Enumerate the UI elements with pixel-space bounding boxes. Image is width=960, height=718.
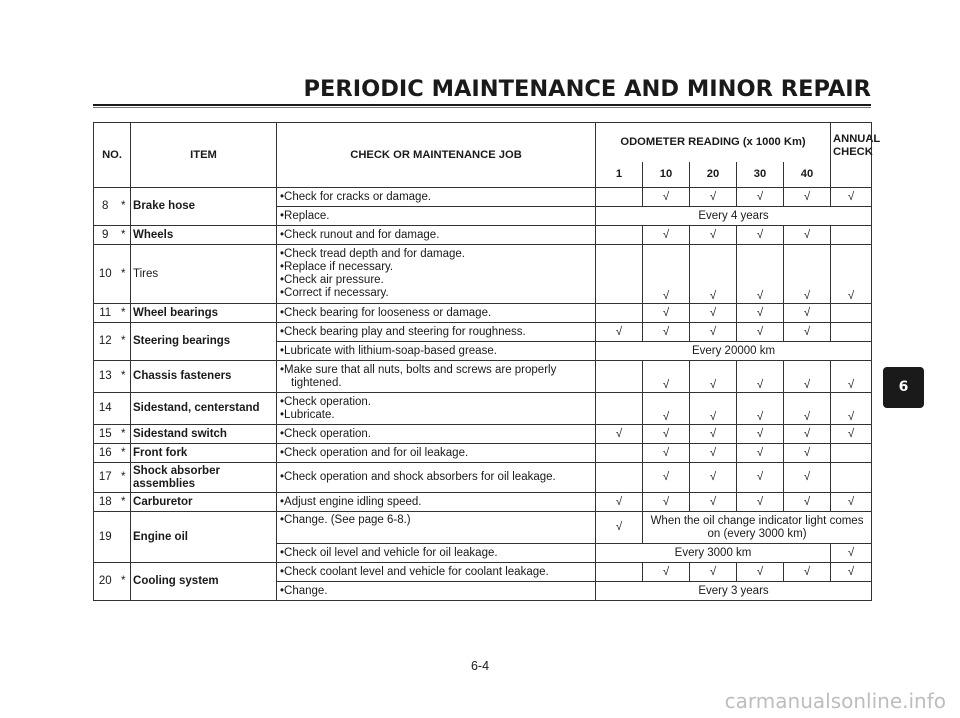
interval-text: Every 20000 km bbox=[596, 342, 872, 361]
row-number: 20 bbox=[94, 563, 117, 601]
job-text: •Check coolant level and vehicle for coolant leakage. bbox=[277, 563, 596, 582]
table-row bbox=[94, 463, 872, 493]
interval-text: Every 4 years bbox=[596, 207, 872, 226]
check-mark: √ bbox=[831, 393, 872, 425]
check-mark: √ bbox=[737, 393, 784, 425]
title-rule bbox=[93, 104, 871, 106]
row-star: * bbox=[117, 563, 131, 601]
check-mark: √ bbox=[596, 425, 643, 444]
interval-line: When the oil change indicator light comes bbox=[650, 514, 864, 527]
check-mark: √ bbox=[784, 304, 831, 323]
table-row bbox=[94, 323, 872, 342]
table-row bbox=[94, 444, 872, 463]
check-mark: √ bbox=[784, 226, 831, 245]
job-text: •Change. bbox=[277, 582, 596, 601]
row-number: 10 bbox=[94, 245, 117, 304]
header-no: NO. bbox=[94, 123, 131, 188]
header-row-1 bbox=[94, 123, 872, 162]
check-mark: √ bbox=[643, 245, 690, 304]
job-text bbox=[277, 361, 596, 393]
check-mark: √ bbox=[737, 323, 784, 342]
header-job: CHECK OR MAINTENANCE JOB bbox=[277, 123, 596, 188]
check-mark: √ bbox=[737, 188, 784, 207]
page-title: PERIODIC MAINTENANCE AND MINOR REPAIR bbox=[303, 76, 871, 102]
job-text: •Check for cracks or damage. bbox=[277, 188, 596, 207]
title-rule-thin bbox=[93, 107, 871, 108]
job-line: •Check tread depth and for damage. bbox=[280, 248, 465, 260]
check-mark: √ bbox=[690, 493, 737, 512]
item-line: assemblies bbox=[133, 477, 196, 490]
check-mark: √ bbox=[690, 425, 737, 444]
interval-text: Every 3 years bbox=[596, 582, 872, 601]
check-mark: √ bbox=[737, 463, 784, 493]
check-mark: √ bbox=[690, 463, 737, 493]
row-star: * bbox=[117, 323, 131, 361]
check-mark: √ bbox=[831, 544, 872, 563]
check-mark: √ bbox=[690, 226, 737, 245]
row-star: * bbox=[117, 226, 131, 245]
job-line: tightened. bbox=[291, 376, 342, 389]
item-name: Brake hose bbox=[131, 188, 277, 226]
check-mark: √ bbox=[690, 361, 737, 393]
table-row bbox=[94, 304, 872, 323]
check-mark: √ bbox=[831, 245, 872, 304]
table-row bbox=[94, 563, 872, 582]
job-line: •Lubricate. bbox=[280, 408, 335, 421]
check-mark: √ bbox=[784, 361, 831, 393]
row-number: 13 bbox=[94, 361, 117, 393]
odo-col-40: 40 bbox=[784, 162, 831, 188]
check-mark: √ bbox=[643, 323, 690, 342]
check-mark: √ bbox=[643, 444, 690, 463]
job-text: •Check operation and shock absorbers for oil leakage. bbox=[277, 463, 596, 493]
row-star bbox=[117, 393, 131, 425]
odo-col-30: 30 bbox=[737, 162, 784, 188]
job-line: •Correct if necessary. bbox=[280, 287, 389, 299]
job-text: •Check oil level and vehicle for oil leakage. bbox=[277, 544, 596, 563]
check-mark: √ bbox=[737, 361, 784, 393]
table-row bbox=[94, 245, 872, 304]
job-line: •Make sure that all nuts, bolts and screws are properly bbox=[280, 363, 557, 376]
check-mark: √ bbox=[643, 393, 690, 425]
item-name: Chassis fasteners bbox=[131, 361, 277, 393]
item-name: Wheel bearings bbox=[131, 304, 277, 323]
table-row bbox=[94, 226, 872, 245]
row-star: * bbox=[117, 444, 131, 463]
page-number: 6-4 bbox=[470, 659, 490, 673]
table-row bbox=[94, 188, 872, 207]
row-number: 18 bbox=[94, 493, 117, 512]
check-mark: √ bbox=[690, 323, 737, 342]
job-line: •Replace if necessary. bbox=[280, 261, 394, 273]
check-mark: √ bbox=[643, 563, 690, 582]
item-name: Wheels bbox=[131, 226, 277, 245]
check-mark: √ bbox=[643, 425, 690, 444]
check-mark: √ bbox=[784, 245, 831, 304]
row-number: 9 bbox=[94, 226, 117, 245]
check-mark: √ bbox=[784, 444, 831, 463]
row-number: 16 bbox=[94, 444, 117, 463]
check-mark: √ bbox=[784, 493, 831, 512]
job-text: •Check bearing for looseness or damage. bbox=[277, 304, 596, 323]
chapter-tab: 6 bbox=[883, 367, 924, 408]
row-number: 12 bbox=[94, 323, 117, 361]
check-mark: √ bbox=[643, 361, 690, 393]
row-number: 8 bbox=[94, 188, 117, 226]
row-star: * bbox=[117, 304, 131, 323]
check-mark: √ bbox=[690, 304, 737, 323]
check-mark: √ bbox=[737, 493, 784, 512]
check-mark: √ bbox=[737, 425, 784, 444]
item-name: Steering bearings bbox=[131, 323, 277, 361]
table-row bbox=[94, 425, 872, 444]
check-mark: √ bbox=[596, 512, 643, 544]
interval-text: Every 3000 km bbox=[596, 544, 831, 563]
job-line: •Check operation. bbox=[280, 395, 371, 408]
row-star: * bbox=[117, 493, 131, 512]
check-mark: √ bbox=[690, 393, 737, 425]
item-name: Front fork bbox=[131, 444, 277, 463]
item-name: Sidestand switch bbox=[131, 425, 277, 444]
row-star: * bbox=[117, 425, 131, 444]
check-mark: √ bbox=[784, 393, 831, 425]
check-mark: √ bbox=[596, 323, 643, 342]
check-mark: √ bbox=[643, 188, 690, 207]
row-star: * bbox=[117, 463, 131, 493]
row-star: * bbox=[117, 361, 131, 393]
row-number: 14 bbox=[94, 393, 117, 425]
check-mark: √ bbox=[831, 493, 872, 512]
job-text: •Check operation and for oil leakage. bbox=[277, 444, 596, 463]
item-line: Shock absorber bbox=[133, 464, 220, 477]
item-name: Sidestand, centerstand bbox=[131, 393, 277, 425]
job-text: •Lubricate with lithium-soap-based grease. bbox=[277, 342, 596, 361]
header-item: ITEM bbox=[131, 123, 277, 188]
job-text: •Check operation. bbox=[277, 425, 596, 444]
check-mark: √ bbox=[643, 304, 690, 323]
job-line: •Check air pressure. bbox=[280, 274, 384, 286]
check-mark: √ bbox=[737, 245, 784, 304]
check-mark: √ bbox=[643, 493, 690, 512]
interval-line: on (every 3000 km) bbox=[707, 527, 807, 540]
check-mark: √ bbox=[643, 226, 690, 245]
job-text: •Adjust engine idling speed. bbox=[277, 493, 596, 512]
check-mark: √ bbox=[596, 493, 643, 512]
row-number: 15 bbox=[94, 425, 117, 444]
item-name: Cooling system bbox=[131, 563, 277, 601]
table-row bbox=[94, 512, 872, 544]
item-name: Engine oil bbox=[131, 512, 277, 563]
odo-col-1: 1 bbox=[596, 162, 643, 188]
job-text: •Replace. bbox=[277, 207, 596, 226]
check-mark: √ bbox=[737, 563, 784, 582]
odo-col-10: 10 bbox=[643, 162, 690, 188]
check-mark: √ bbox=[690, 245, 737, 304]
item-name bbox=[131, 463, 277, 493]
table-row bbox=[94, 493, 872, 512]
check-mark: √ bbox=[831, 425, 872, 444]
job-text: •Check bearing play and steering for roughness. bbox=[277, 323, 596, 342]
check-mark: √ bbox=[737, 304, 784, 323]
header-odometer: ODOMETER READING (x 1000 Km) bbox=[596, 123, 831, 162]
maintenance-table bbox=[93, 122, 881, 601]
check-mark: √ bbox=[690, 563, 737, 582]
watermark: carmanualsonline.info bbox=[724, 689, 946, 713]
job-text: •Check runout and for damage. bbox=[277, 226, 596, 245]
row-number: 19 bbox=[94, 512, 117, 563]
check-mark: √ bbox=[737, 226, 784, 245]
row-number: 11 bbox=[94, 304, 117, 323]
table-row bbox=[94, 393, 872, 425]
check-mark: √ bbox=[784, 463, 831, 493]
row-star: * bbox=[117, 188, 131, 226]
check-mark: √ bbox=[690, 188, 737, 207]
check-mark: √ bbox=[690, 444, 737, 463]
job-text: •Change. (See page 6-8.) bbox=[277, 512, 596, 544]
header-annual: ANNUAL CHECK bbox=[831, 123, 872, 188]
item-name: Tires bbox=[131, 245, 277, 304]
table-row bbox=[94, 361, 872, 393]
row-star: * bbox=[117, 245, 131, 304]
check-mark: √ bbox=[831, 563, 872, 582]
row-number: 17 bbox=[94, 463, 117, 493]
check-mark: √ bbox=[737, 444, 784, 463]
job-text bbox=[277, 393, 596, 425]
check-mark: √ bbox=[831, 361, 872, 393]
row-star bbox=[117, 512, 131, 563]
check-mark: √ bbox=[784, 425, 831, 444]
item-name: Carburetor bbox=[131, 493, 277, 512]
check-mark: √ bbox=[784, 188, 831, 207]
check-mark: √ bbox=[643, 463, 690, 493]
odo-col-20: 20 bbox=[690, 162, 737, 188]
check-mark: √ bbox=[784, 563, 831, 582]
job-text bbox=[277, 245, 596, 304]
check-mark: √ bbox=[831, 188, 872, 207]
interval-text bbox=[643, 512, 872, 544]
check-mark: √ bbox=[784, 323, 831, 342]
